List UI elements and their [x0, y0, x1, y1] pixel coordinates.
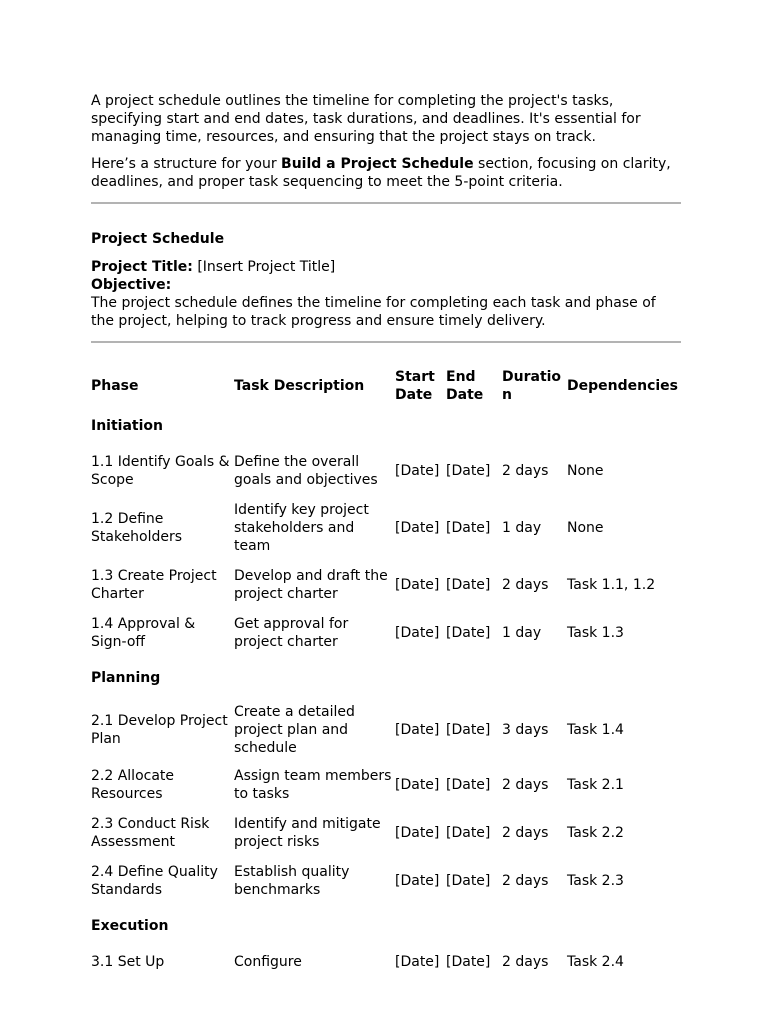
cell-start: [Date] [395, 873, 440, 889]
cell-task: Identify and mitigate project risks [234, 816, 381, 850]
cell-end: [Date] [446, 777, 491, 793]
cell-end: [Date] [446, 625, 491, 641]
table-row [91, 447, 681, 495]
section-heading: Project Schedule [91, 231, 225, 247]
cell-phase: 1.3 Create Project Charter [91, 568, 217, 602]
cell-duration: 3 days [502, 722, 549, 738]
cell-start: [Date] [395, 954, 440, 970]
cell-end: [Date] [446, 825, 491, 841]
cell-duration: 2 days [502, 825, 549, 841]
cell-phase: 2.1 Develop Project Plan [91, 713, 228, 747]
column-header-duration: Duration [502, 369, 562, 403]
cell-start: [Date] [395, 520, 440, 536]
cell-duration: 1 day [502, 625, 542, 641]
table-row [91, 947, 681, 977]
cell-dependencies: Task 2.2 [567, 825, 624, 841]
cell-task: Define the overall goals and objectives [234, 454, 378, 488]
cell-phase: 1.1 Identify Goals & Scope [91, 454, 230, 488]
project-title-label: Project Title: [91, 259, 193, 275]
table-row [91, 609, 681, 657]
cell-end: [Date] [446, 463, 491, 479]
column-header-end: End Date [446, 369, 484, 403]
phase-group-row [91, 405, 681, 447]
cell-dependencies: Task 1.3 [567, 625, 624, 641]
cell-phase: 1.4 Approval & Sign-off [91, 616, 196, 650]
cell-dependencies: Task 1.1, 1.2 [567, 577, 656, 593]
column-header-start: Start Date [395, 369, 435, 403]
column-header-dependencies: Dependencies [567, 378, 679, 394]
cell-dependencies: None [567, 463, 604, 479]
cell-dependencies: Task 2.3 [567, 873, 624, 889]
cell-start: [Date] [395, 722, 440, 738]
cell-phase: 2.4 Define Quality Standards [91, 864, 218, 898]
document-page [91, 92, 681, 977]
cell-start: [Date] [395, 777, 440, 793]
table-row [91, 495, 681, 561]
phase-group-row [91, 657, 681, 699]
phase-group-label: Initiation [91, 418, 163, 434]
cell-duration: 2 days [502, 577, 549, 593]
cell-end: [Date] [446, 722, 491, 738]
cell-start: [Date] [395, 825, 440, 841]
cell-dependencies: Task 1.4 [567, 722, 624, 738]
intro-paragraph: A project schedule outlines the timeline for completing the project's tasks, specifying start and end dates, task durations, and deadlines. It's essential for managing time, resources, and ensuring that the project stays on track. [91, 93, 641, 145]
cell-task: Create a detailed project plan and schedule [234, 704, 355, 756]
schedule-table [91, 367, 681, 977]
table-row [91, 699, 681, 761]
cell-end: [Date] [446, 577, 491, 593]
cell-dependencies: None [567, 520, 604, 536]
table-row [91, 809, 681, 857]
cell-task: Configure [234, 954, 302, 970]
table-row [91, 761, 681, 809]
cell-duration: 2 days [502, 954, 549, 970]
cell-start: [Date] [395, 625, 440, 641]
project-title-value: [Insert Project Title] [192, 259, 336, 275]
column-header-phase: Phase [91, 378, 139, 394]
cell-start: [Date] [395, 577, 440, 593]
divider [91, 202, 681, 204]
cell-duration: 2 days [502, 873, 549, 889]
cell-task: Assign team members to tasks [234, 768, 392, 802]
column-header-task: Task Description [234, 378, 365, 394]
project-title-line [91, 258, 681, 276]
cell-end: [Date] [446, 954, 491, 970]
structure-paragraph-end: section, focusing on clarity, deadlines, and proper task sequencing to meet the 5-point criteria. [91, 156, 671, 190]
cell-phase: 3.1 Set Up [91, 954, 165, 970]
cell-task: Get approval for project charter [234, 616, 349, 650]
table-row [91, 561, 681, 609]
table-header-row [91, 367, 681, 405]
cell-start: [Date] [395, 463, 440, 479]
cell-task: Establish quality benchmarks [234, 864, 350, 898]
structure-paragraph-start: Here’s a structure for your [91, 156, 282, 172]
divider [91, 341, 681, 343]
cell-task: Develop and draft the project charter [234, 568, 388, 602]
phase-group-label: Planning [91, 670, 161, 686]
cell-duration: 2 days [502, 463, 549, 479]
phase-group-label: Execution [91, 918, 169, 934]
cell-end: [Date] [446, 520, 491, 536]
objective-label: Objective: [91, 277, 172, 293]
structure-paragraph-bold: Build a Project Schedule [281, 156, 474, 172]
cell-dependencies: Task 2.1 [567, 777, 624, 793]
cell-phase: 2.2 Allocate Resources [91, 768, 175, 802]
cell-end: [Date] [446, 873, 491, 889]
table-row [91, 857, 681, 905]
cell-task: Identify key project stakeholders and team [234, 502, 369, 554]
objective-text: The project schedule defines the timeline for completing each task and phase of the project, helping to track progress and ensure timely delivery. [91, 295, 656, 329]
phase-group-row [91, 905, 681, 947]
cell-phase: 2.3 Conduct Risk Assessment [91, 816, 210, 850]
cell-dependencies: Task 2.4 [567, 954, 624, 970]
cell-duration: 2 days [502, 777, 549, 793]
cell-phase: 1.2 Define Stakeholders [91, 511, 183, 545]
cell-duration: 1 day [502, 520, 542, 536]
structure-paragraph [91, 155, 681, 191]
